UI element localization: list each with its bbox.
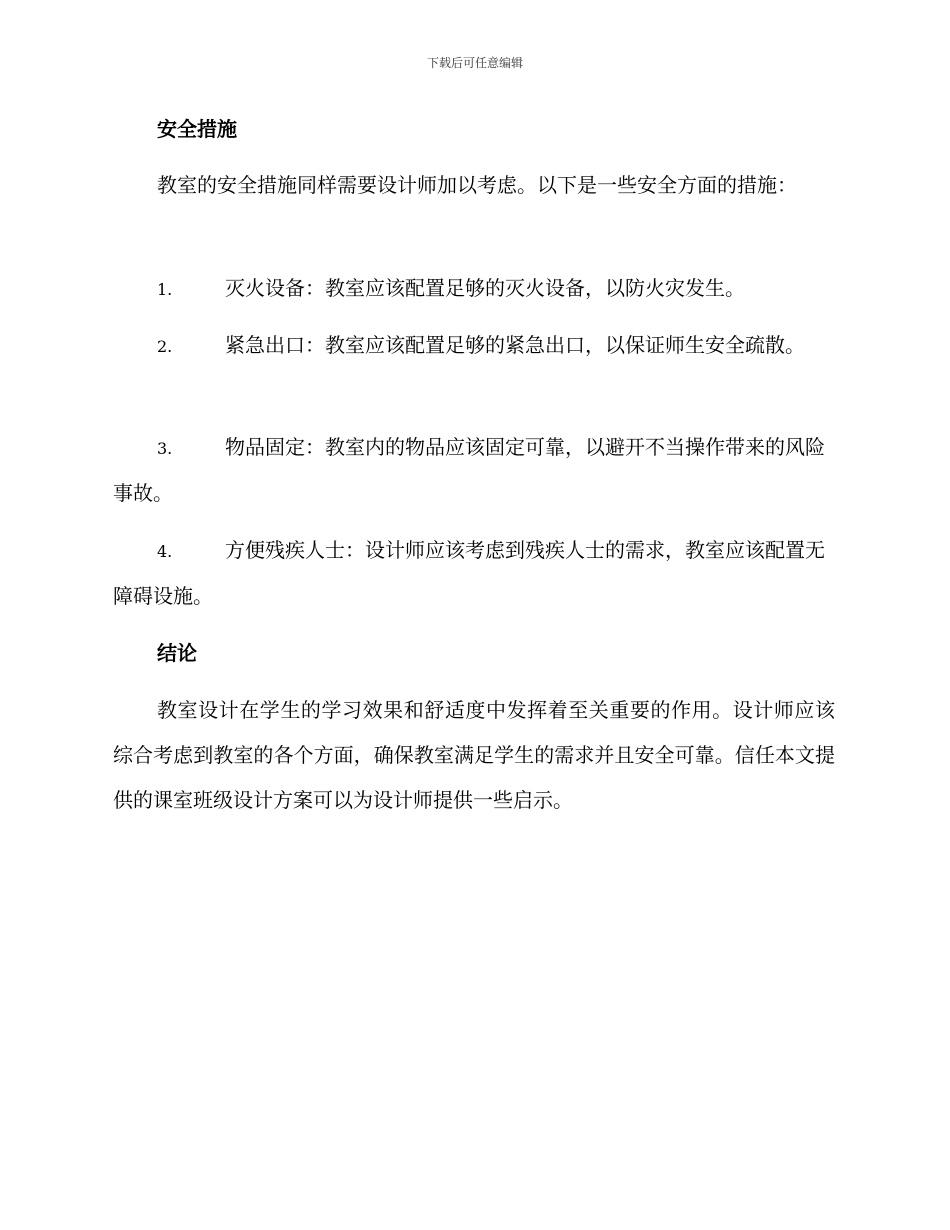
list-item-number: 4. (157, 542, 173, 561)
list-item (113, 425, 835, 516)
list-item (113, 323, 835, 369)
header-note: 下载后可任意编辑 (426, 56, 523, 70)
list-item-number: 3. (157, 439, 173, 458)
list-item-number: 1. (157, 280, 173, 299)
conclusion-paragraph: 教室设计在学生的学习效果和舒适度中发挥着至关重要的作用。设计师应该综合考虑到教室的各个方面，确保教室满足学生的需求并且安全可靠。信任本文提供的课室班级设计方案可以为设计师提供一些启示。 (113, 698, 835, 812)
list-item-text: 物品固定：教室内的物品应该固定可靠，以避开不当操作带来的风险事故。 (113, 435, 825, 505)
list-item-number: 2. (157, 337, 173, 356)
safety-intro-paragraph: 教室的安全措施同样需要设计师加以考虑。以下是一些安全方面的措施： (157, 173, 797, 197)
list-item (113, 266, 835, 312)
list-item-text: 灭火设备：教室应该配置足够的灭火设备，以防火灾发生。 (225, 276, 745, 300)
section-heading-safety: 安全措施 (157, 117, 237, 141)
section-heading-conclusion: 结论 (157, 641, 197, 665)
list-item (113, 528, 835, 619)
list-item-text: 紧急出口：教室应该配置足够的紧急出口，以保证师生安全疏散。 (225, 333, 805, 357)
list-item-text: 方便残疾人士：设计师应该考虑到残疾人士的需求，教室应该配置无障碍设施。 (113, 538, 825, 608)
